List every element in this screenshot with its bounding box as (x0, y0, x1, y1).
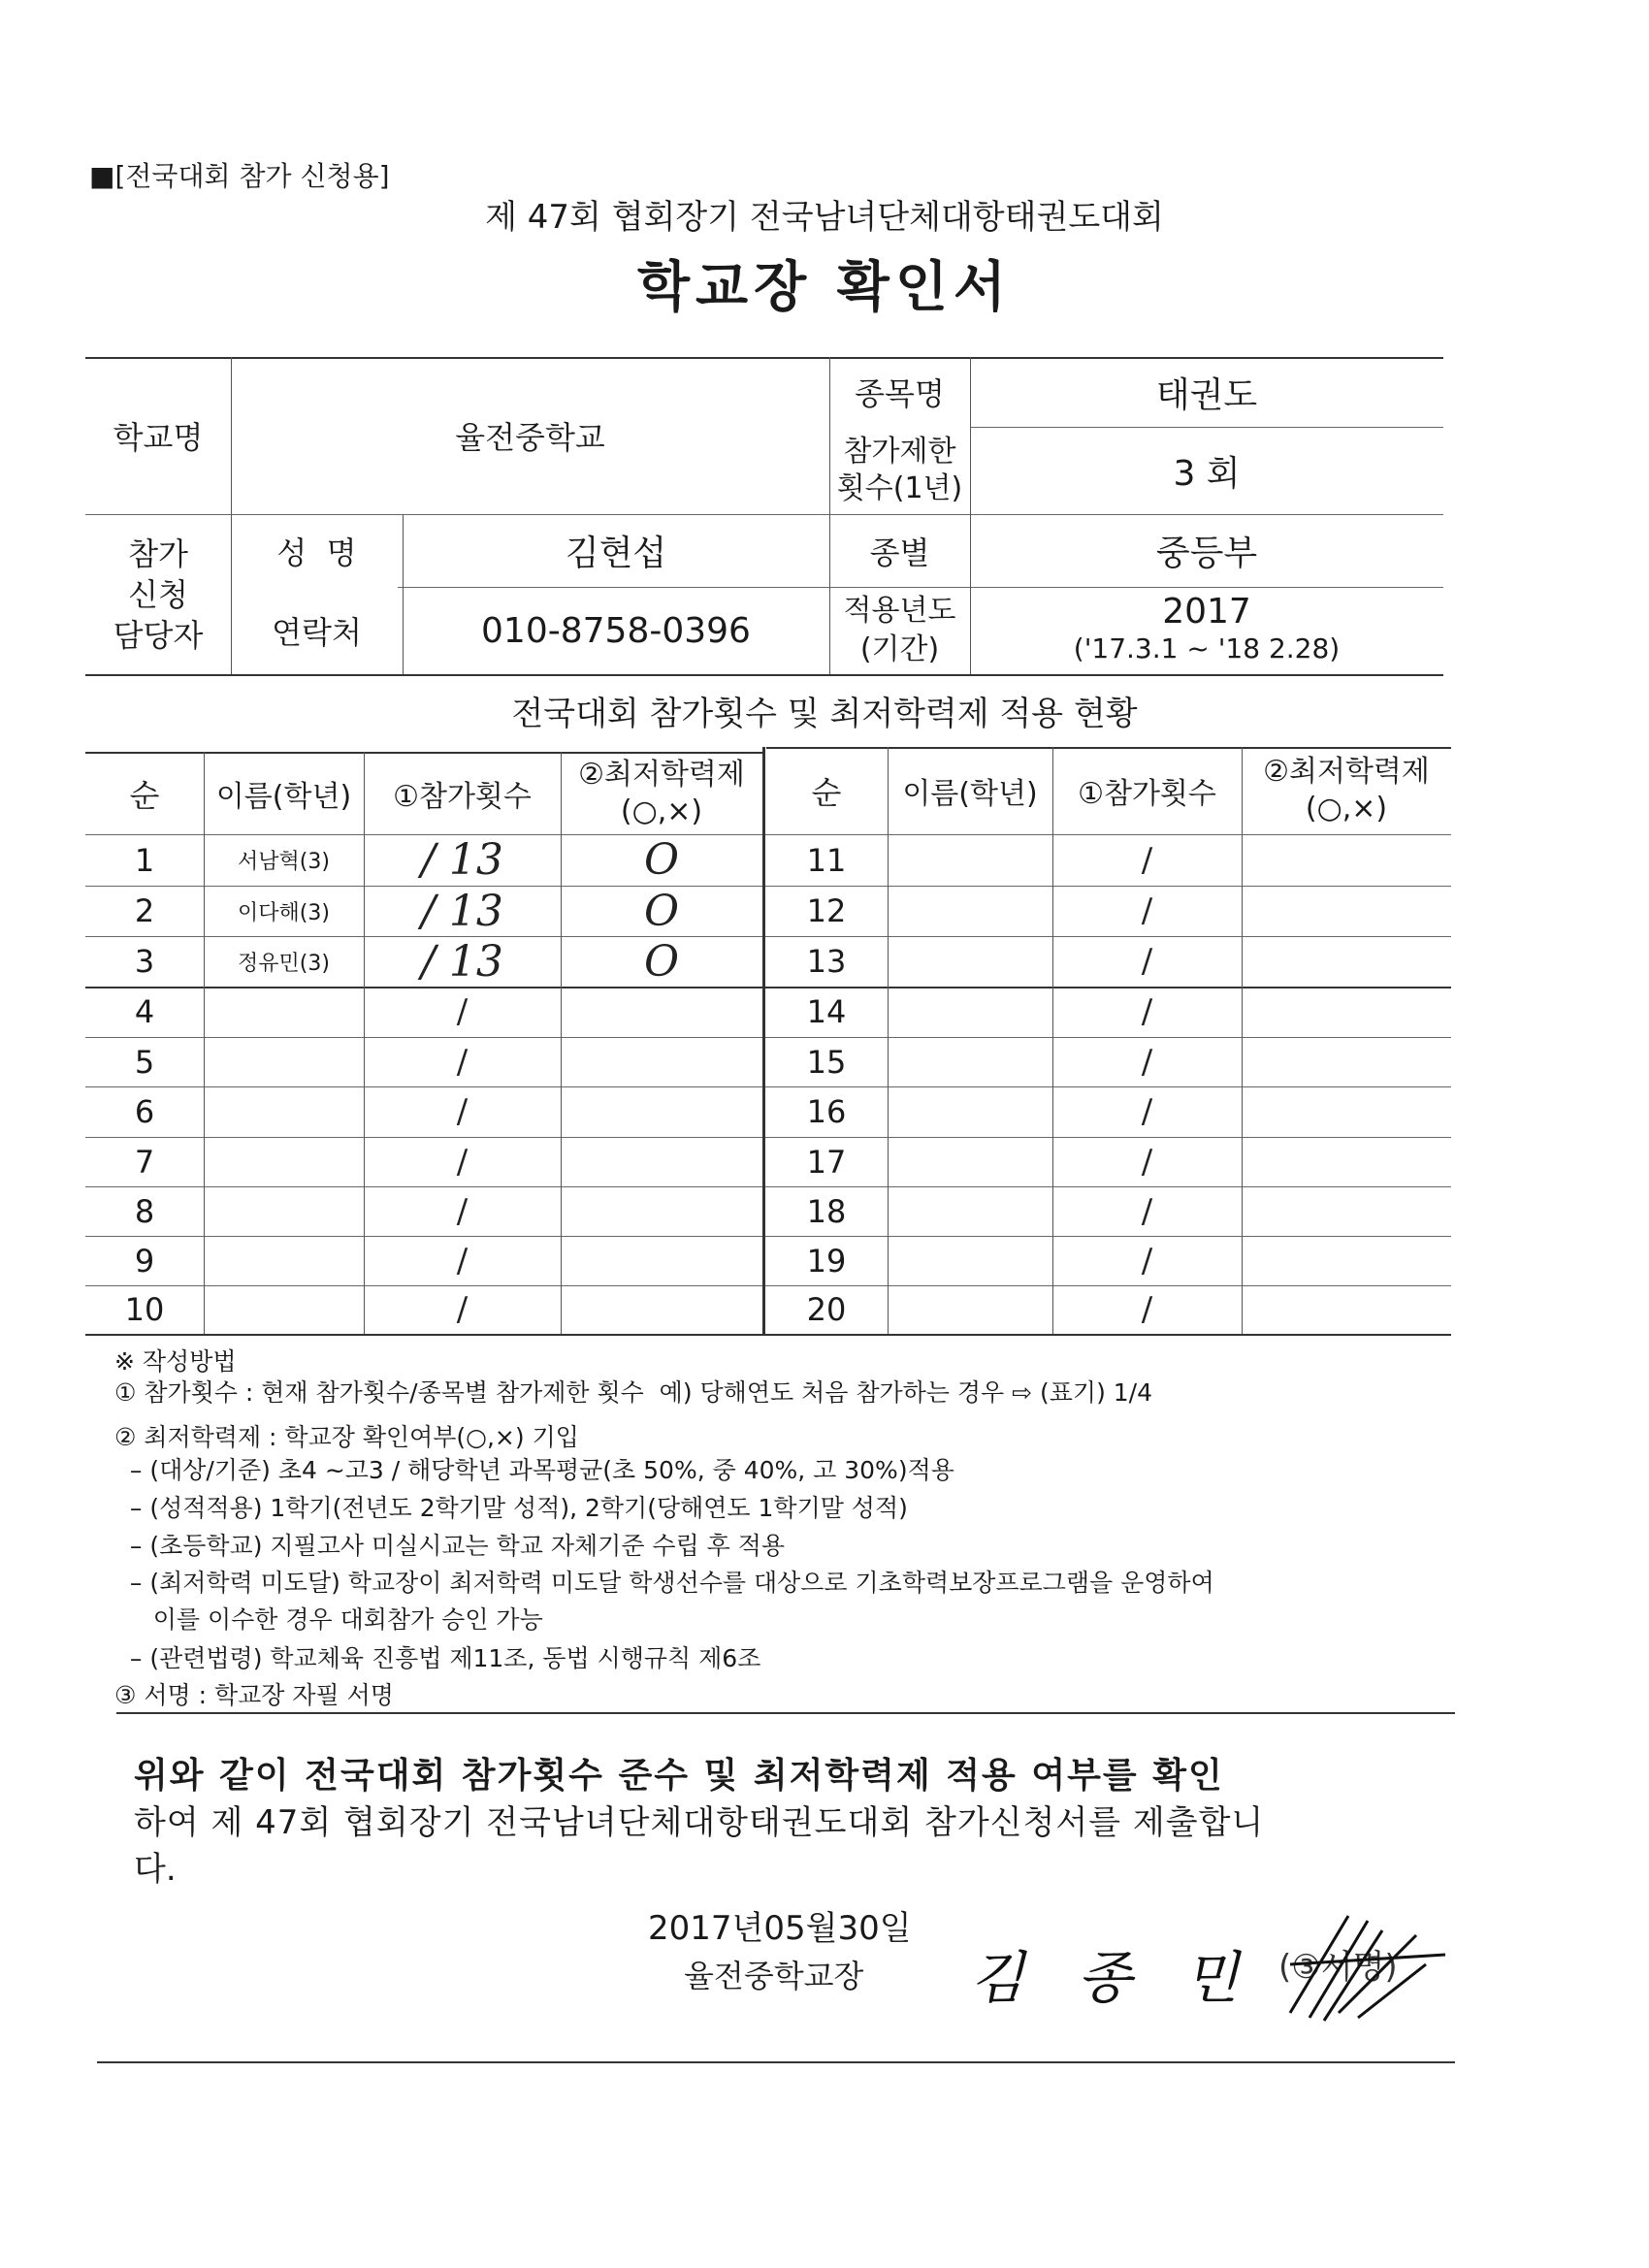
sign-date: 2017년05월30일 (648, 1909, 912, 1948)
row-no: 12 (806, 892, 847, 929)
page-title: 학교장 확인서 (636, 256, 1013, 319)
period-value: ('17.3.1 ~ '18 2.28) (1073, 632, 1341, 664)
applicant-label-line1: 참가 (128, 535, 188, 572)
row-no: 16 (806, 1093, 847, 1130)
row-name (204, 1186, 364, 1236)
row-academic (561, 1236, 762, 1285)
row-no: 6 (134, 1093, 155, 1130)
row-count: / (456, 1241, 469, 1280)
header-name: 이름(학년) (902, 777, 1038, 811)
year-value-cell (970, 587, 1443, 674)
year-label-line1: 적용년도 (843, 594, 956, 628)
limit-label-line2: 횟수(1년) (836, 471, 963, 505)
row-name (888, 936, 1052, 987)
event-title: 제 47회 협회장기 전국남녀단체대항태권도대회 (485, 198, 1164, 237)
sign-label: (③서명) (1278, 1948, 1398, 1987)
signature-scribble (1271, 1896, 1465, 2042)
notes-line: 이를 이수한 경우 대회참가 승인 가능 (114, 1605, 543, 1634)
status-title: 전국대회 참가횟수 및 최저학력제 적용 현황 (511, 695, 1138, 733)
row-name: 정유민(3) (238, 951, 330, 976)
header-academic-line1: ②최저학력제 (578, 757, 745, 792)
row-no: 19 (806, 1242, 847, 1280)
row-count: / (1141, 1092, 1153, 1131)
header-no: 순 (129, 776, 160, 814)
row-academic: O (643, 886, 680, 936)
row-no: 18 (806, 1192, 847, 1230)
row-academic (1242, 834, 1451, 886)
row-count: / (1141, 1142, 1153, 1182)
row-academic (561, 1137, 762, 1186)
row-name (204, 1037, 364, 1086)
row-name: 이다해(3) (238, 900, 330, 925)
row-no: 15 (806, 1043, 847, 1081)
row-count: / (1141, 992, 1153, 1031)
row-name (888, 1285, 1052, 1334)
row-name (204, 1086, 364, 1137)
year-value: 2017 (1162, 592, 1251, 632)
row-academic: O (643, 936, 680, 987)
notes-line: – (성적적용) 1학기(전년도 2학기말 성적), 2학기(당해연도 1학기말 성적) (114, 1494, 908, 1522)
row-name (888, 834, 1052, 886)
row-count: / (1141, 840, 1153, 880)
row-name (888, 987, 1052, 1037)
notes-line: – (초등학교) 지필고사 미실시교는 학교 자체기준 수립 후 적용 (114, 1532, 786, 1560)
row-academic (1242, 1037, 1451, 1086)
contact-label: 연락처 (272, 614, 362, 651)
declaration-line3: 다. (134, 1850, 177, 1889)
row-count: / (456, 1142, 469, 1182)
declaration-line1: 위와 같이 전국대회 참가횟수 준수 및 최저학력제 적용 여부를 확인 (134, 1756, 1224, 1796)
notes-line: – (대상/기준) 초4 ~고3 / 해당학년 과목평균(초 50%, 중 40%, 고 30%)적용 (114, 1456, 954, 1484)
header-academic (1242, 747, 1451, 834)
notes-line: ① 참가횟수 : 현재 참가횟수/종목별 참가제한 횟수 예) 당해연도 처음 참가하는 경우 ⇨ (표기) 1/4 (114, 1378, 1153, 1407)
row-academic (1242, 886, 1451, 936)
row-name (888, 1236, 1052, 1285)
principal-title: 율전중학교장 (684, 1958, 864, 1994)
row-count: / (456, 1042, 469, 1082)
row-academic (1242, 1236, 1451, 1285)
header-academic (561, 752, 762, 834)
row-no: 7 (134, 1143, 155, 1181)
row-name (204, 1236, 364, 1285)
row-name (204, 987, 364, 1037)
row-no: 14 (806, 993, 847, 1030)
year-label (829, 587, 970, 674)
row-no: 2 (134, 892, 155, 929)
row-academic (1242, 1186, 1451, 1236)
limit-value: 3 회 (1173, 453, 1241, 494)
row-count: / (456, 1191, 469, 1231)
row-no: 13 (806, 943, 847, 980)
row-no: 9 (134, 1242, 155, 1280)
row-academic (1242, 1137, 1451, 1186)
row-no: 1 (134, 841, 155, 879)
row-count: / (1141, 891, 1153, 930)
header-count: ①참가횟수 (393, 779, 532, 814)
row-name (888, 1037, 1052, 1086)
school-label: 학교명 (113, 419, 204, 456)
school-name: 율전중학교 (455, 419, 605, 456)
row-no: 8 (134, 1192, 155, 1230)
notes-line: – (최저학력 미도달) 학교장이 최저학력 미도달 학생선수를 대상으로 기초학력보장프로그램을 운영하여 (114, 1569, 1214, 1597)
name-value: 김현섭 (565, 534, 667, 573)
row-count: / (1141, 1241, 1153, 1280)
header-count: ①참가횟수 (1078, 777, 1216, 811)
row-name (888, 1186, 1052, 1236)
row-count: / (456, 992, 469, 1031)
row-count: / (1141, 1290, 1153, 1329)
principal-signature: 김 종 민 (970, 1945, 1256, 2011)
row-no: 10 (124, 1291, 165, 1328)
applicant-label-line3: 담당자 (113, 616, 204, 654)
row-name (204, 1285, 364, 1334)
notes-line: ② 최저학력제 : 학교장 확인여부(○,×) 기입 (114, 1423, 579, 1451)
row-name: 서남혁(3) (238, 850, 330, 874)
applicant-label-line2: 신청 (128, 575, 188, 613)
row-no: 4 (134, 993, 155, 1030)
row-no: 17 (806, 1143, 847, 1181)
year-label-line2: (기간) (859, 632, 940, 666)
name-label: 성 명 (276, 534, 357, 571)
row-academic (1242, 987, 1451, 1037)
contact-value: 010-8758-0396 (481, 610, 751, 651)
row-no: 11 (806, 841, 847, 879)
notes-bottom-border (116, 1712, 1455, 1714)
header-no: 순 (811, 774, 842, 811)
category-value: 중등부 (1155, 534, 1258, 573)
row-count: / (1141, 942, 1153, 981)
row-count: / 13 (421, 936, 503, 987)
header-name: 이름(학년) (215, 779, 352, 814)
sport-label: 종목명 (855, 375, 945, 412)
row-name (204, 1137, 364, 1186)
row-count: / 13 (421, 835, 503, 885)
row-count: / 13 (421, 886, 503, 936)
header-academic-line2: (○,×) (620, 794, 703, 828)
row-academic (561, 1186, 762, 1236)
row-academic (561, 1037, 762, 1086)
row-no: 3 (134, 943, 155, 980)
row-name (888, 1086, 1052, 1137)
row-count: / (456, 1092, 469, 1131)
page-bottom-border (97, 2061, 1455, 2063)
status-bottom-border (85, 1334, 1451, 1336)
category-label: 종별 (869, 534, 930, 571)
header-academic-line1: ②최저학력제 (1263, 755, 1430, 789)
row-no: 20 (806, 1291, 847, 1328)
row-academic (561, 1285, 762, 1334)
sport-value: 태권도 (1155, 374, 1258, 415)
info-bottom-border (85, 674, 1443, 676)
declaration-line2: 하여 제 47회 협회장기 전국남녀단체대항태권도대회 참가신청서를 제출합니 (134, 1803, 1265, 1842)
header-academic-line2: (○,×) (1305, 792, 1388, 826)
row-academic: O (643, 835, 680, 885)
row-no: 5 (134, 1043, 155, 1081)
limit-label (829, 427, 970, 514)
row-academic (561, 1086, 762, 1137)
row-count: / (1141, 1042, 1153, 1082)
limit-label-line1: 참가제한 (843, 435, 956, 469)
document-tag: ■[전국대회 참가 신청용] (89, 160, 390, 192)
notes-line: – (관련법령) 학교체육 진흥법 제11조, 동법 시행규칙 제6조 (114, 1644, 761, 1672)
notes-heading: ※ 작성방법 (114, 1347, 237, 1376)
row-name (888, 886, 1052, 936)
row-count: / (456, 1290, 469, 1329)
row-name (888, 1137, 1052, 1186)
row-count: / (1141, 1191, 1153, 1231)
row-academic (1242, 1285, 1451, 1334)
row-academic (1242, 1086, 1451, 1137)
notes-line: ③ 서명 : 학교장 자필 서명 (114, 1681, 394, 1709)
applicant-label (85, 514, 231, 674)
row-academic (1242, 936, 1451, 987)
row-academic (561, 987, 762, 1037)
